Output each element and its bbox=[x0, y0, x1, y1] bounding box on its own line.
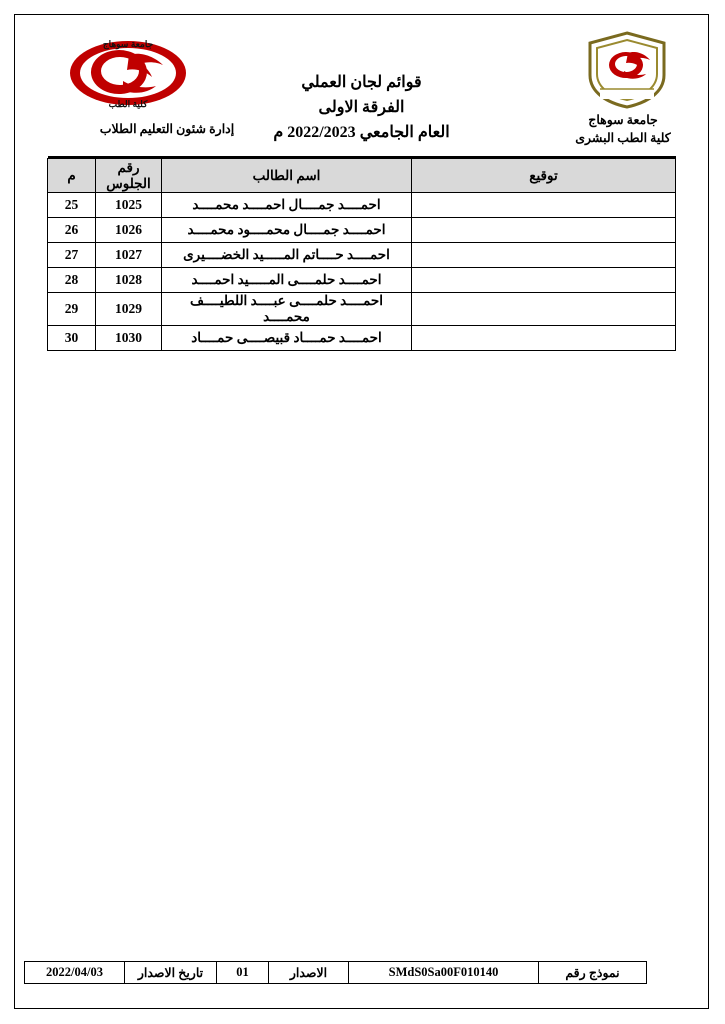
cell-signature[interactable] bbox=[412, 326, 676, 351]
footer-date-value: 2022/04/03 bbox=[25, 962, 125, 984]
faculty-identity bbox=[558, 111, 688, 147]
svg-text:كلية الطب: كلية الطب bbox=[108, 99, 148, 109]
cell-index: 29 bbox=[48, 293, 96, 326]
cell-signature[interactable] bbox=[412, 193, 676, 218]
document-header bbox=[15, 15, 708, 146]
cell-seat-number: 1026 bbox=[96, 218, 162, 243]
university-name: جامعة سوهاج bbox=[588, 113, 658, 127]
footer-form-label: نموذج رقم bbox=[539, 962, 647, 984]
footer-row bbox=[25, 962, 647, 984]
cell-student-name: احمــــد جمــــال محمــــود محمــــد bbox=[162, 218, 412, 243]
title-line-3: العام الجامعي 2022/2023 م bbox=[273, 123, 450, 141]
table-row bbox=[48, 293, 676, 326]
cell-student-name: احمــــد حمــــاد قبيصــــى حمــــاد bbox=[162, 326, 412, 351]
students-table bbox=[47, 158, 676, 351]
cell-signature[interactable] bbox=[412, 293, 676, 326]
table-row bbox=[48, 218, 676, 243]
title-line-1: قوائم لجان العملي bbox=[301, 74, 422, 91]
students-table-wrapper bbox=[48, 158, 676, 351]
column-header-seat-number bbox=[96, 159, 162, 193]
table-row bbox=[48, 268, 676, 293]
cell-seat-number: 1027 bbox=[96, 243, 162, 268]
seat-header-line-2: الجلوس bbox=[106, 175, 151, 191]
table-row bbox=[48, 243, 676, 268]
document-page bbox=[14, 14, 709, 1009]
column-header-signature: توقيع bbox=[412, 159, 676, 193]
cell-signature[interactable] bbox=[412, 243, 676, 268]
footer-table bbox=[24, 961, 647, 984]
column-header-student-name: اسم الطالب bbox=[162, 159, 412, 193]
table-header-row bbox=[48, 159, 676, 193]
cell-seat-number: 1030 bbox=[96, 326, 162, 351]
admin-department-label: إدارة شئون التعليم الطلاب bbox=[99, 122, 235, 136]
cell-seat-number: 1025 bbox=[96, 193, 162, 218]
cell-index: 25 bbox=[48, 193, 96, 218]
footer-edition-label: الاصدار bbox=[269, 962, 349, 984]
title-line-2: الفرقة الاولى bbox=[318, 98, 405, 116]
footer-edition-value: 01 bbox=[217, 962, 269, 984]
cell-index: 30 bbox=[48, 326, 96, 351]
table-row bbox=[48, 193, 676, 218]
column-header-index: م bbox=[48, 159, 96, 193]
table-row bbox=[48, 326, 676, 351]
cell-student-name: احمــــد جمــــال احمــــد محمــــد bbox=[162, 193, 412, 218]
cell-seat-number: 1028 bbox=[96, 268, 162, 293]
cell-student-name: احمــــد حــــاتم المـــــيد الخضــــيرى bbox=[162, 243, 412, 268]
cell-student-name: احمــــد حلمــــى المـــــيد احمــــد bbox=[162, 268, 412, 293]
cell-index: 26 bbox=[48, 218, 96, 243]
cell-signature[interactable] bbox=[412, 268, 676, 293]
cell-index: 27 bbox=[48, 243, 96, 268]
cell-student-name: احمــــد حلمــــى عبــــد اللطيــــف محمــــد bbox=[162, 293, 412, 326]
cell-index: 28 bbox=[48, 268, 96, 293]
seat-header-line-1: رقم bbox=[117, 159, 140, 175]
footer-form-code: SMdS0Sa00F010140 bbox=[349, 962, 539, 984]
cell-seat-number: 1029 bbox=[96, 293, 162, 326]
svg-text:جامعة سوهاج: جامعة سوهاج bbox=[102, 39, 154, 49]
cell-signature[interactable] bbox=[412, 218, 676, 243]
footer-date-label: تاريخ الاصدار bbox=[125, 962, 217, 984]
faculty-name: كلية الطب البشرى bbox=[575, 131, 671, 146]
document-footer bbox=[46, 961, 647, 984]
